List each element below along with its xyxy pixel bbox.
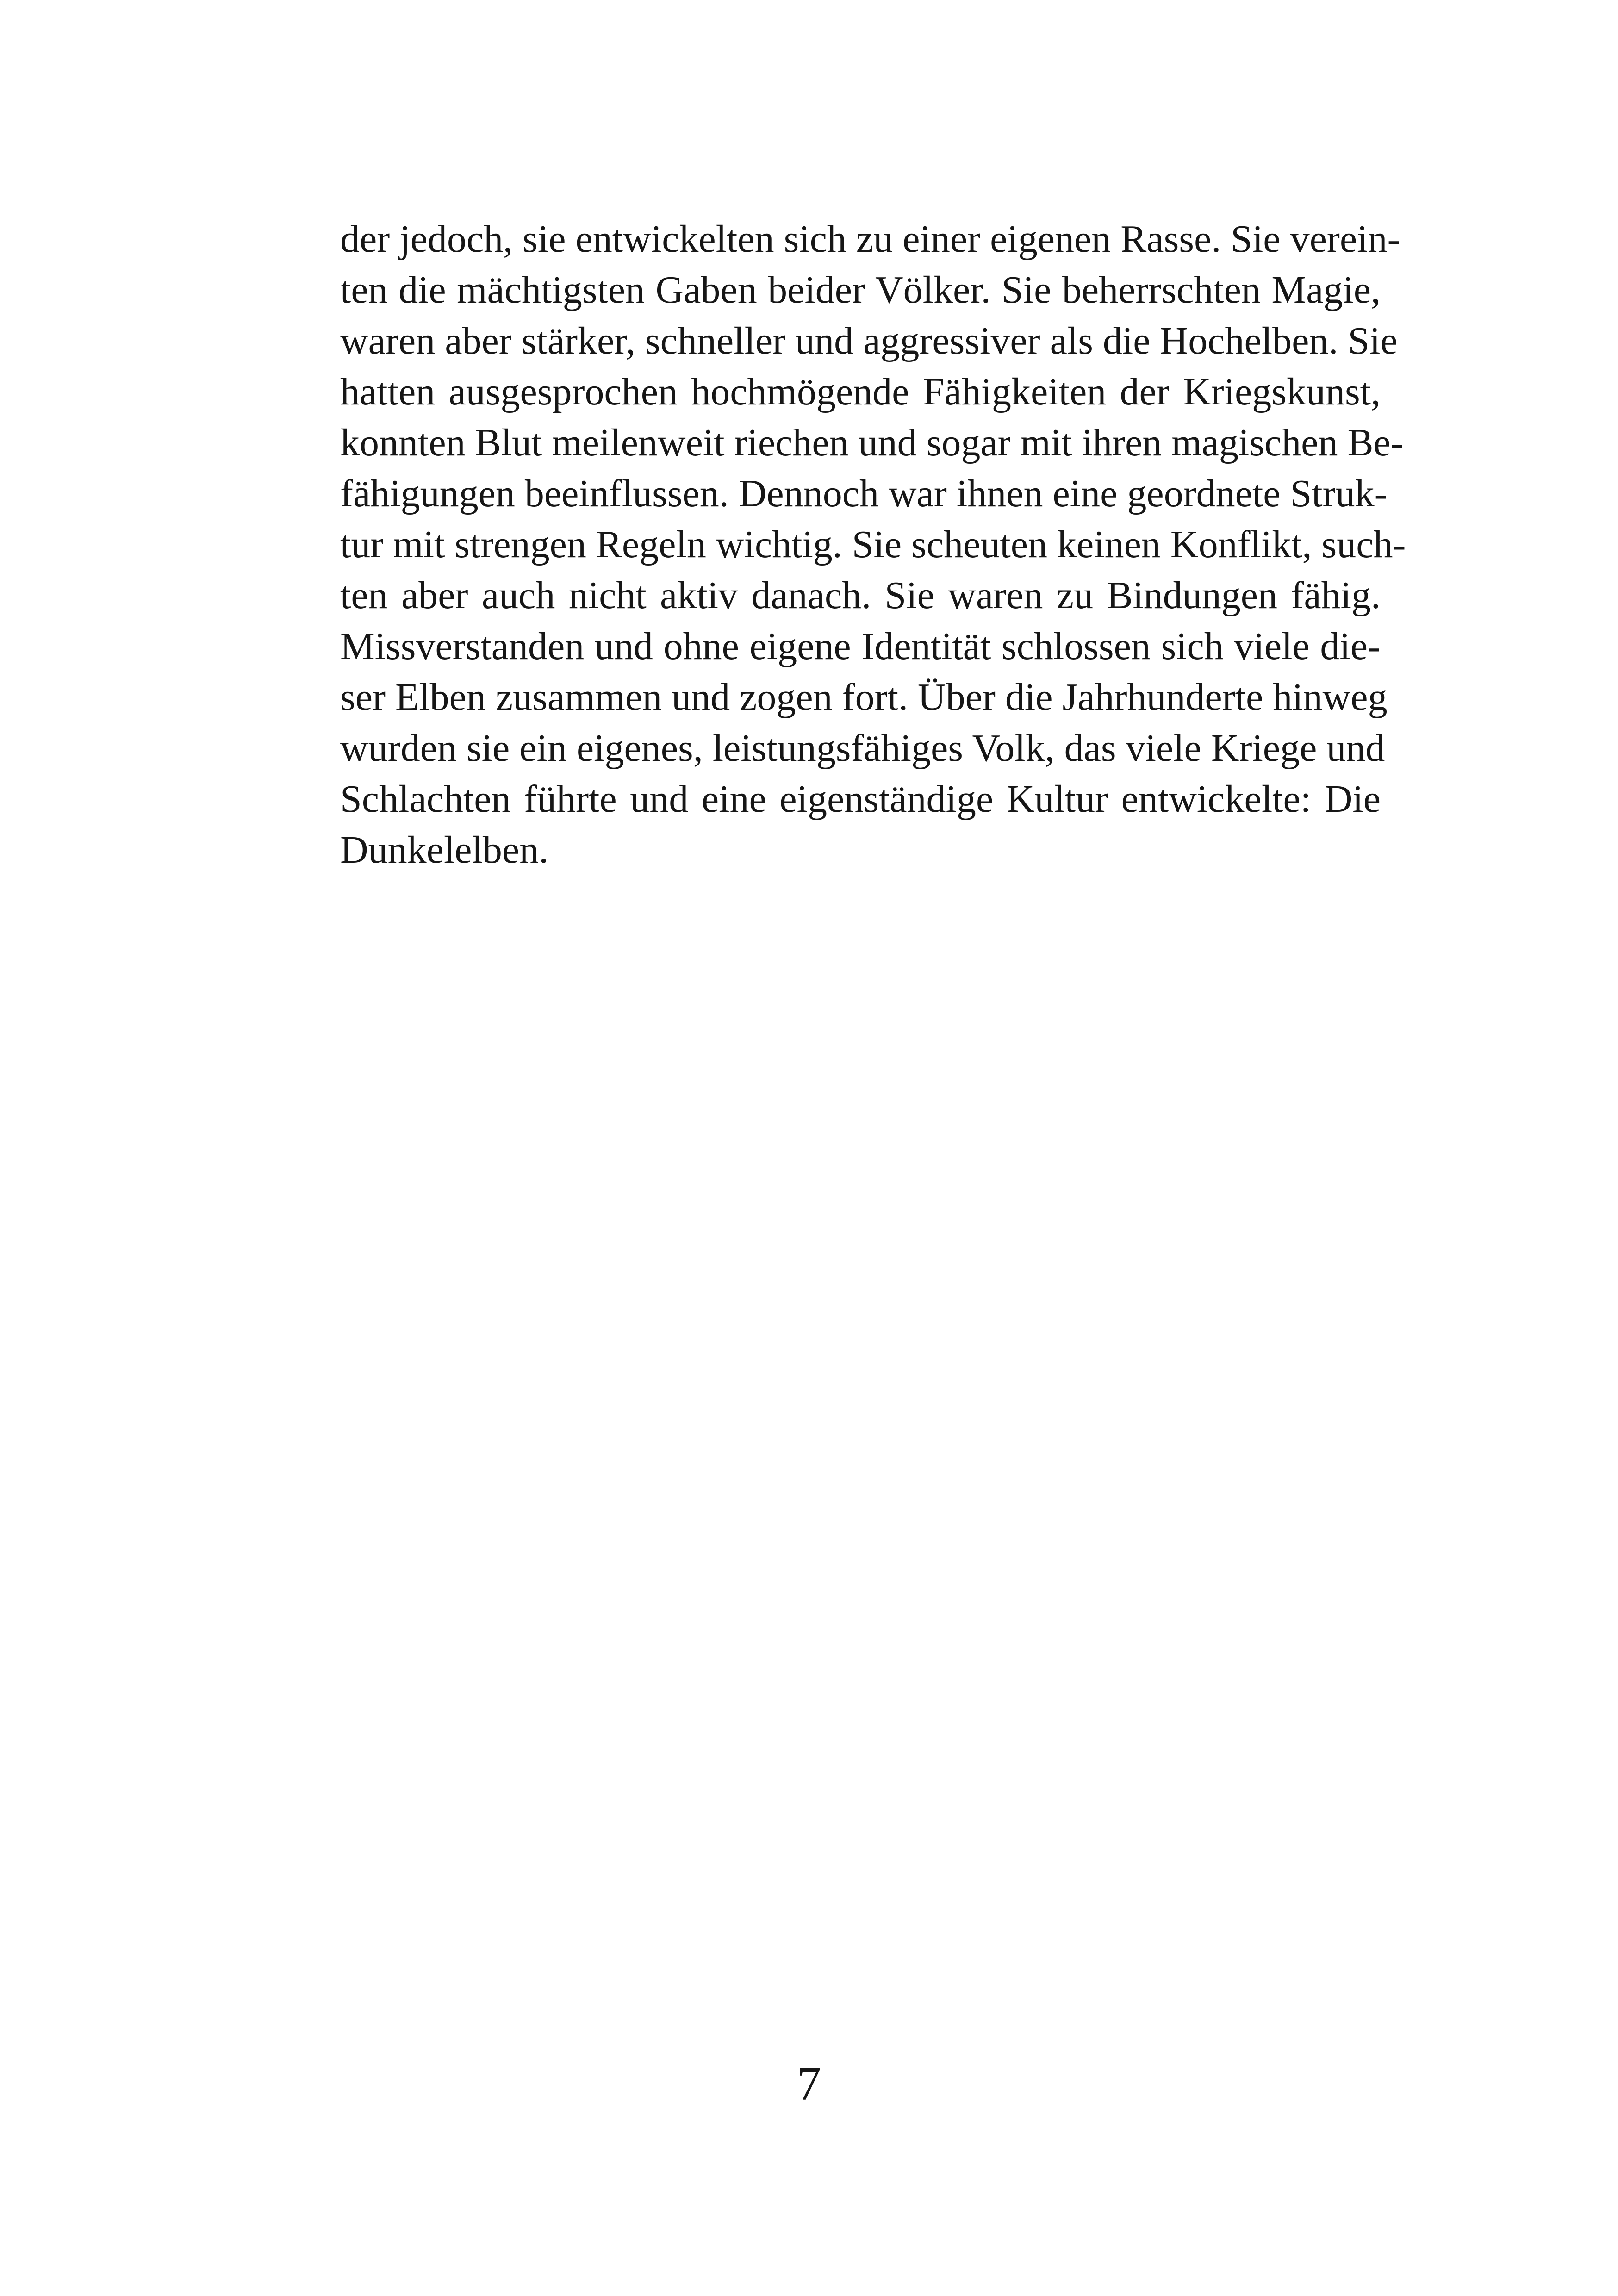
text-line: ser Elben zusammen und zogen fort. Über die Jahrhunderte hinweg <box>340 676 1388 719</box>
text-line: Schlachten führte und eine eigenständige Kultur entwickelte: Die <box>340 778 1381 821</box>
text-line: ten aber auch nicht aktiv danach. Sie waren zu Bindungen fähig. <box>340 574 1381 617</box>
text-line: fähigungen beeinflussen. Dennoch war ihnen eine geordnete Struk- <box>340 472 1388 515</box>
text-line: hatten ausgesprochen hochmögende Fähigkeiten der Kriegskunst, <box>340 370 1381 413</box>
text-line: konnten Blut meilenweit riechen und sogar mit ihren magischen Be- <box>340 421 1404 464</box>
text-line: waren aber stärker, schneller und aggressiver als die Hochelben. Sie <box>340 319 1398 362</box>
page-number: 7 <box>797 2057 821 2110</box>
text-line: wurden sie ein eigenes, leistungsfähiges Volk, das viele Kriege und <box>340 727 1385 770</box>
text-line: der jedoch, sie entwickelten sich zu einer eigenen Rasse. Sie verein- <box>340 218 1400 261</box>
text-line: ten die mächtigsten Gaben beider Völker. Sie beherrschten Magie, <box>340 268 1381 311</box>
text-line: tur mit strengen Regeln wichtig. Sie scheuten keinen Konflikt, such- <box>340 523 1406 566</box>
text-line: Dunkelelben. <box>340 828 549 871</box>
text-line: Missverstanden und ohne eigene Identität schlossen sich viele die- <box>340 625 1381 668</box>
body-text <box>340 214 1406 876</box>
